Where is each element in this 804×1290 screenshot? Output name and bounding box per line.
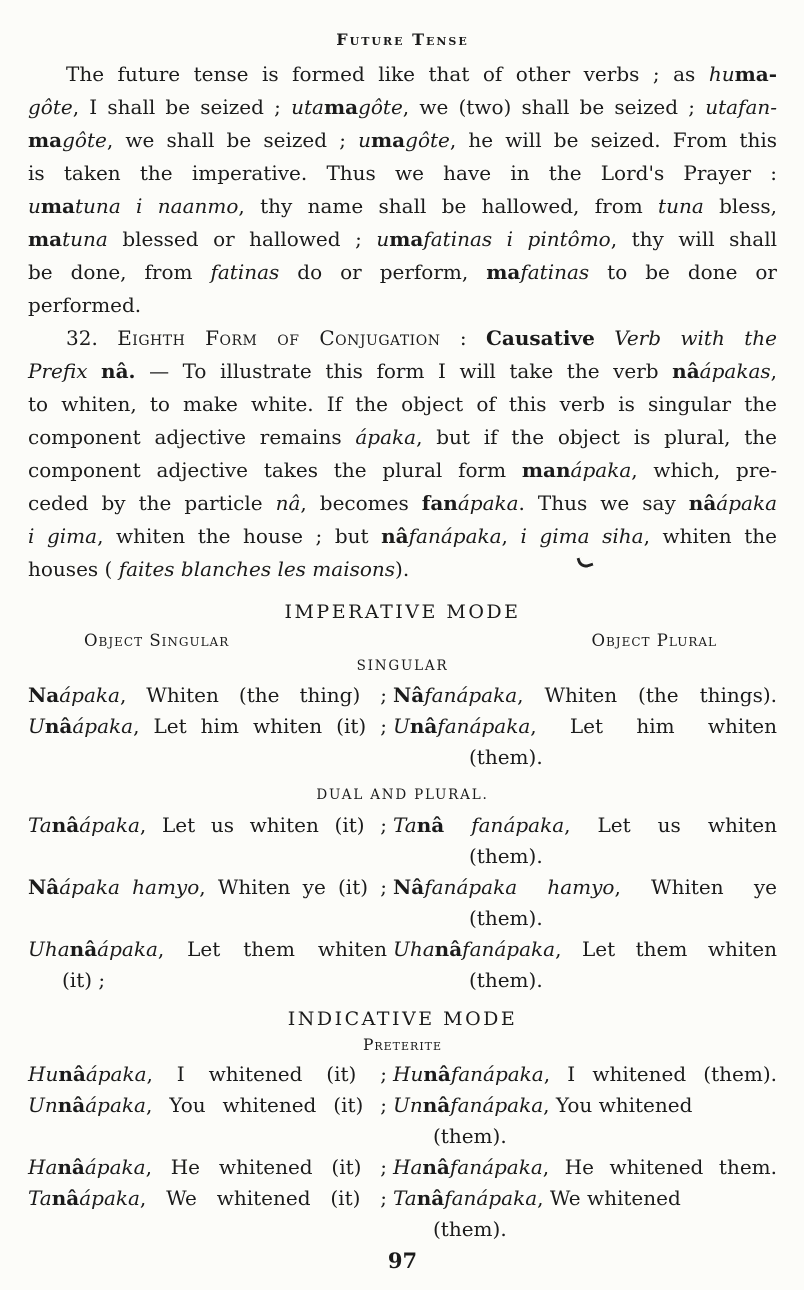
text-run (595, 326, 614, 350)
table-row (28, 1090, 777, 1152)
text-run: nâ (51, 813, 80, 837)
page-number: 97 (387, 1248, 418, 1273)
text-run: , Whiten (the things). (517, 683, 777, 707)
text-run: ápaka (97, 937, 158, 961)
text-run: , I whitened (it) ; (146, 1062, 387, 1086)
text-run: performed. (28, 293, 142, 317)
text-run: U (28, 714, 45, 738)
text-run: (it) ; (62, 968, 106, 992)
singular-subheading: SINGULAR (356, 658, 449, 674)
text-line (393, 1059, 777, 1090)
table-cell-right (393, 711, 777, 773)
text-run: fatinas (210, 260, 280, 284)
table-row (28, 1183, 777, 1245)
text-run: fanápaka (450, 1062, 544, 1086)
text-run: (them). (469, 844, 543, 868)
table-cell-right (393, 1183, 777, 1245)
text-line (28, 810, 387, 841)
text-line (393, 1121, 777, 1152)
text-line (28, 322, 777, 355)
text-line (28, 355, 777, 388)
table-row (28, 1152, 777, 1183)
text-run: ápaka (84, 1155, 146, 1179)
text-run: , whiten the house ; but (97, 524, 382, 548)
table-cell-left (28, 1183, 393, 1214)
table-cell-left (28, 1090, 393, 1121)
column-headings (28, 630, 777, 652)
text-line (28, 1059, 387, 1090)
text-run: , we (two) shall be seized ; (402, 95, 706, 119)
imperative-dual-plural-rows (28, 810, 777, 996)
text-line (28, 872, 387, 903)
text-run: fan (421, 491, 458, 515)
text-run: ápaka (59, 683, 120, 707)
text-run: , Let us whiten (it) ; (139, 813, 387, 837)
text-run: fanápaka (424, 683, 518, 707)
text-run: fanápaka (471, 813, 565, 837)
text-line (28, 421, 777, 454)
text-line (28, 520, 777, 553)
text-run: Hu (28, 1062, 59, 1086)
text-run: Nâ (393, 683, 425, 707)
text-run: , which, pre- (631, 458, 777, 482)
text-run: fanápaka (450, 1093, 544, 1117)
text-run: , Let them whiten (157, 937, 387, 961)
text-run: Uha (393, 937, 435, 961)
text-run: nâ (44, 714, 73, 738)
indicative-mode-title: INDICATIVE MODE (287, 1008, 518, 1030)
text-run: ápaka hamyo (59, 875, 200, 899)
text-line (393, 903, 777, 934)
text-run: tuna (658, 194, 704, 218)
text-run: , Let them whiten (555, 937, 777, 961)
text-run: Ta (393, 813, 417, 837)
text-run: Nâ (393, 875, 425, 899)
text-run: , thy name shall be hallowed, from (238, 194, 659, 218)
table-cell-left (28, 934, 393, 996)
text-run: ma (28, 128, 63, 152)
text-run: nâ (434, 937, 463, 961)
text-run: (them). (469, 968, 543, 992)
text-run: ápaka (79, 813, 140, 837)
text-run: ápaka (85, 1093, 146, 1117)
table-row (28, 1059, 777, 1090)
text-run: Nâ (28, 875, 60, 899)
table-cell-right (393, 1152, 777, 1183)
text-run (87, 359, 101, 383)
text-run: ápaka (79, 1186, 140, 1210)
text-line (393, 1152, 777, 1183)
text-run: ma (323, 95, 359, 119)
text-run: faites blanches les maisons (118, 557, 396, 581)
text-run: tuna i naanmo (75, 194, 239, 218)
text-line (393, 841, 777, 872)
text-run: U (393, 714, 410, 738)
text-run: u (376, 227, 390, 251)
text-run: bless, (703, 194, 778, 218)
text-line (28, 487, 777, 520)
text-run: is taken the imperative. Thus we have in the Lord's Prayer : (28, 161, 777, 185)
text-run: , Let him whiten (530, 714, 777, 738)
text-run: to be done or (589, 260, 777, 284)
text-line (28, 965, 387, 996)
text-line (28, 388, 777, 421)
text-run: , Whiten ye (614, 875, 777, 899)
text-line (393, 1183, 777, 1214)
text-line (28, 1152, 387, 1183)
text-run: , but if the object is plural, the (416, 425, 777, 449)
text-run: ma (371, 128, 406, 152)
text-run: Hu (393, 1062, 424, 1086)
text-run: , whiten the (643, 524, 778, 548)
text-run: nâ (57, 1093, 86, 1117)
text-run: u (28, 194, 41, 218)
text-run: component adjective remains (28, 425, 356, 449)
text-run: u (358, 128, 372, 152)
table-cell-left (28, 680, 393, 711)
table-cell-left (28, 872, 393, 903)
text-run: ápaka (457, 491, 519, 515)
text-run: nâ (416, 1186, 445, 1210)
text-line (28, 58, 777, 91)
text-line (28, 934, 387, 965)
text-run: nâ (51, 1186, 80, 1210)
text-run: to whiten, to make white. If the object of this verb is singular the (28, 392, 777, 416)
text-run: , he will be seized. From this (449, 128, 777, 152)
text-run: , We whitened (537, 1186, 681, 1210)
text-line (393, 872, 777, 903)
text-line (28, 1183, 387, 1214)
text-run: 32. (66, 326, 118, 350)
imperative-singular-rows (28, 680, 777, 773)
text-run: nâ (69, 937, 98, 961)
table-row (28, 810, 777, 872)
text-run: , I whitened (them). (543, 1062, 777, 1086)
text-run: , You whitened (543, 1093, 693, 1117)
text-line (28, 256, 777, 289)
text-run: nâ (58, 1062, 86, 1086)
text-run: gôte (358, 95, 403, 119)
text-run: fanápaka (408, 524, 502, 548)
text-line (28, 454, 777, 487)
running-header: Future Tense (336, 30, 469, 49)
text-run: ápaka (72, 714, 134, 738)
table-cell-left (28, 810, 393, 841)
paragraph-future-tense (28, 58, 777, 322)
text-run: , we shall be seized ; (106, 128, 359, 152)
text-run: , We whitened (it) ; (139, 1186, 387, 1210)
text-line (393, 742, 777, 773)
text-run: nâ (672, 359, 700, 383)
text-run: Verb with the (614, 326, 778, 350)
text-run: ma- (734, 62, 777, 86)
text-run: , becomes (300, 491, 422, 515)
text-run: Ta (28, 813, 52, 837)
text-run: houses ( (28, 557, 119, 581)
text-run: fanápaka (449, 1155, 543, 1179)
text-run: gôte (28, 95, 73, 119)
text-run (444, 813, 471, 837)
text-run: nâ (416, 813, 445, 837)
text-run: Ha (28, 1155, 58, 1179)
text-line (28, 289, 777, 322)
text-line (28, 157, 777, 190)
table-cell-right (393, 810, 777, 872)
text-run: fanápaka (437, 714, 531, 738)
text-run: nâ. (101, 359, 136, 383)
text-run: , Whiten ye (it) ; (199, 875, 387, 899)
text-run: man (521, 458, 571, 482)
text-run: , He whitened them. (542, 1155, 777, 1179)
table-row (28, 680, 777, 711)
text-run: (them). (433, 1124, 507, 1148)
text-run: nâ (275, 491, 301, 515)
paragraph-causative (28, 322, 777, 586)
table-cell-right (393, 1090, 777, 1152)
text-run: uta (291, 95, 324, 119)
text-run: nâ (409, 714, 438, 738)
text-run: Ha (393, 1155, 423, 1179)
text-run: Prefix (28, 359, 88, 383)
text-run: ma (40, 194, 76, 218)
text-run: , I shall be seized ; (72, 95, 292, 119)
text-run: ápaka (716, 491, 777, 515)
text-run: ápaka (85, 1062, 147, 1086)
text-run: (them). (469, 745, 543, 769)
text-run: fanápaka (444, 1186, 538, 1210)
text-line (28, 91, 777, 124)
text-run: do or perform, (279, 260, 487, 284)
text-run: nâ (688, 491, 717, 515)
text-run: , Whiten (the thing) ; (119, 683, 387, 707)
indicative-preterite-rows (28, 1059, 777, 1245)
table-cell-right (393, 934, 777, 996)
text-run: blessed or hallowed ; (107, 227, 377, 251)
text-run: , He whitened (it) ; (145, 1155, 387, 1179)
text-run: component adjective takes the plural form (28, 458, 522, 482)
text-run: , Let us whiten (564, 813, 777, 837)
table-cell-left (28, 711, 393, 742)
table-cell-right (393, 680, 777, 711)
text-run: i gima siha (520, 524, 644, 548)
text-run: Un (28, 1093, 58, 1117)
text-run: nâ (381, 524, 409, 548)
text-run: Un (393, 1093, 423, 1117)
text-line (28, 680, 387, 711)
text-run: ceded by the particle (28, 491, 276, 515)
text-run: Causative (485, 326, 595, 350)
dual-plural-subheading: DUAL AND PLURAL. (316, 787, 489, 803)
text-line (393, 680, 777, 711)
text-run: , (501, 524, 521, 548)
text-run: (them). (433, 1217, 507, 1241)
text-run: ápaka (570, 458, 632, 482)
table-cell-left (28, 1059, 393, 1090)
text-run: The future tense is formed like that of other verbs ; as (66, 62, 709, 86)
text-run: nâ (422, 1093, 451, 1117)
object-singular-heading: Object Singular (84, 631, 230, 650)
text-run: gôte (62, 128, 107, 152)
table-cell-right (393, 1059, 777, 1090)
text-line (28, 553, 777, 586)
table-row (28, 711, 777, 773)
text-run: gôte (405, 128, 450, 152)
text-line (393, 1214, 777, 1245)
table-cell-right (393, 872, 777, 934)
text-run: , Let him whiten (it) ; (133, 714, 387, 738)
object-plural-heading: Object Plural (591, 631, 717, 650)
text-run: ma (486, 260, 521, 284)
text-run: Ta (393, 1186, 417, 1210)
text-line (28, 190, 777, 223)
table-cell-left (28, 1152, 393, 1183)
text-run: ). (395, 557, 410, 581)
text-run: — To illustrate this form I will take the verb (135, 359, 673, 383)
text-line (28, 223, 777, 256)
text-run: utafan- (705, 95, 778, 119)
text-run: nâ (423, 1062, 451, 1086)
text-line (393, 1090, 777, 1121)
text-run: Ta (28, 1186, 52, 1210)
text-run: : (440, 326, 486, 350)
text-line (393, 965, 777, 996)
text-run: hu (708, 62, 735, 86)
text-run: fanápaka hamyo (424, 875, 615, 899)
text-run: Eighth Form of Conjugation (117, 326, 441, 350)
text-line (28, 124, 777, 157)
text-run: . Thus we say (518, 491, 689, 515)
text-run: ápakas (699, 359, 771, 383)
table-row (28, 872, 777, 934)
text-run: fatinas (520, 260, 590, 284)
text-run: nâ (57, 1155, 85, 1179)
text-line (28, 711, 387, 742)
text-run: tuna (62, 227, 108, 251)
imperative-mode-title: IMPERATIVE MODE (284, 601, 521, 623)
text-run: ápaka (355, 425, 417, 449)
text-run: , thy will shall (610, 227, 777, 251)
text-run: (them). (469, 906, 543, 930)
text-run: fatinas i pintômo (423, 227, 611, 251)
text-line (393, 711, 777, 742)
text-run: nâ (422, 1155, 450, 1179)
text-run: be done, from (28, 260, 211, 284)
text-run: i gima (28, 524, 98, 548)
text-run: , You whitened (it) ; (145, 1093, 387, 1117)
preterite-subheading: Preterite (362, 1036, 443, 1054)
text-run: Uha (28, 937, 70, 961)
table-row (28, 934, 777, 996)
text-line (28, 1090, 387, 1121)
text-run: ma (389, 227, 424, 251)
text-run: ma (28, 227, 63, 251)
text-run: Na (28, 683, 60, 707)
text-line (393, 934, 777, 965)
text-run: , (770, 359, 777, 383)
text-line (393, 810, 777, 841)
text-run: fanápaka (462, 937, 556, 961)
